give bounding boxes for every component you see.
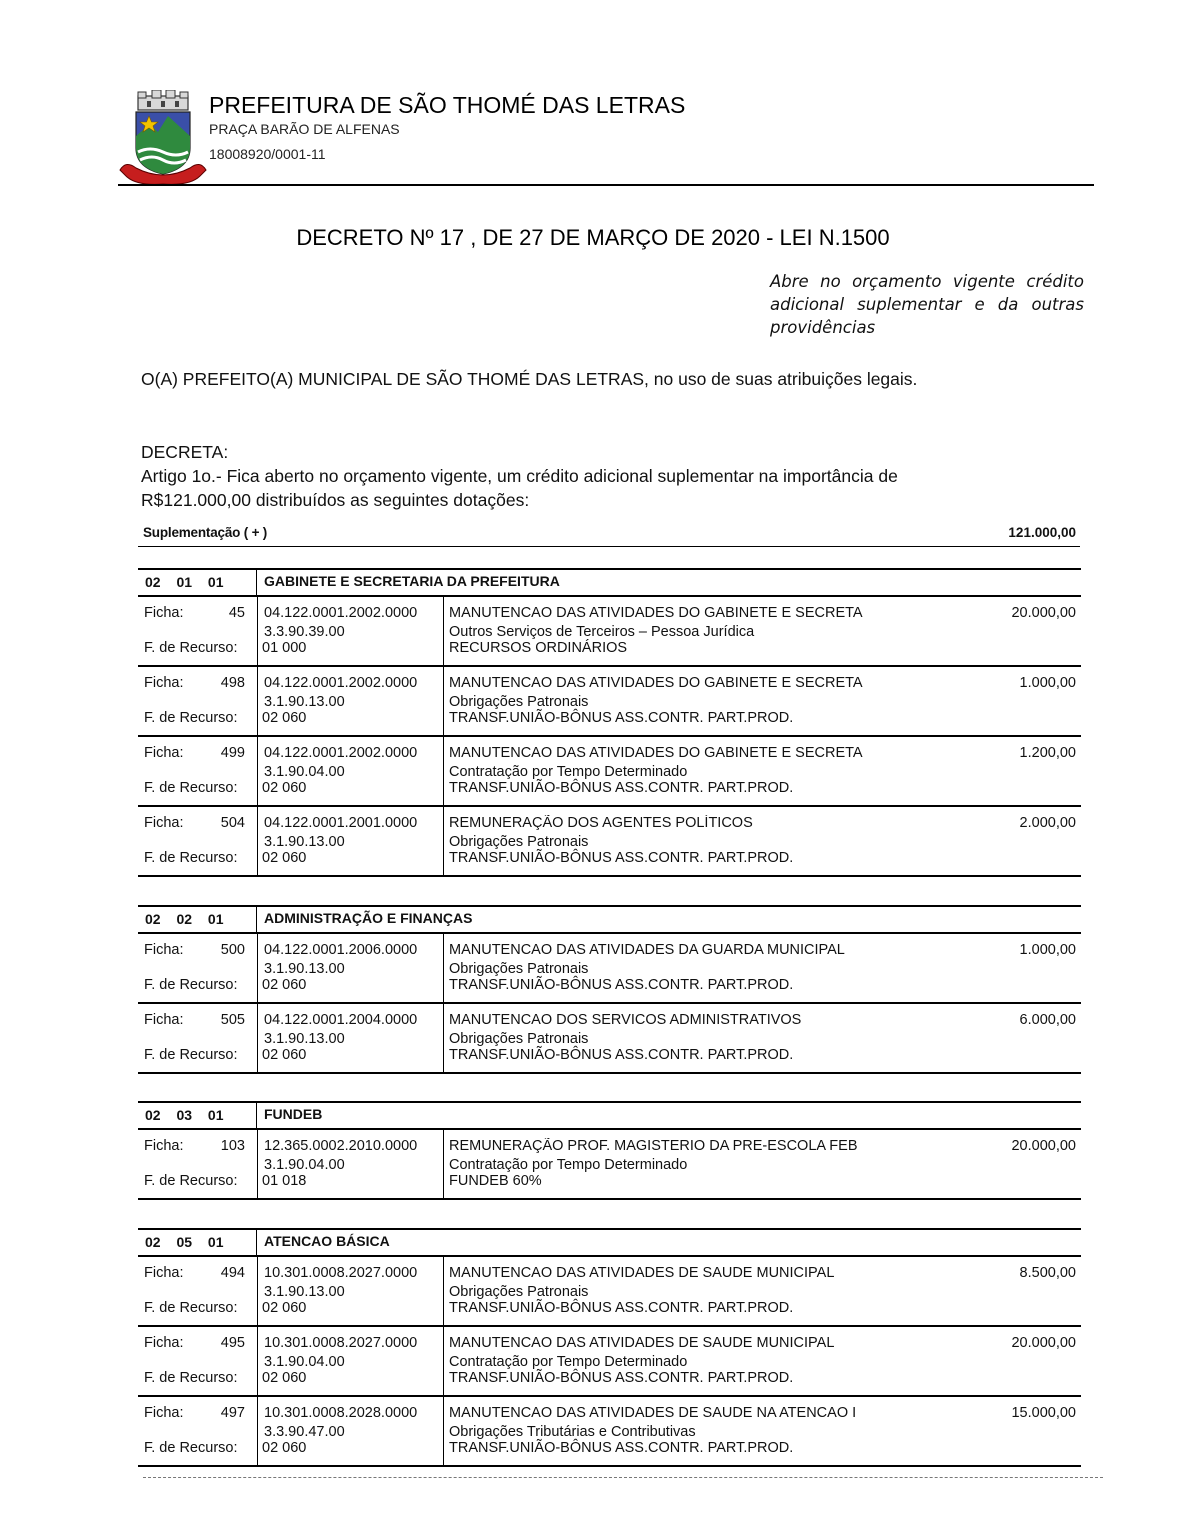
- acao-description: MANUTENCAO DAS ATIVIDADES DA GUARDA MUNICIPAL: [449, 942, 845, 958]
- ficha-number: 505: [220, 1012, 245, 1028]
- dotacao-section: [138, 905, 1081, 1074]
- section-header: [138, 1228, 1081, 1257]
- fonte-code: 02 060: [262, 1440, 307, 1456]
- recurso-description: TRANSF.UNIÃO-BÔNUS ASS.CONTR. PART.PROD.: [449, 780, 794, 796]
- dotacao-entry: [138, 1327, 1081, 1397]
- fonte-label: F. de Recurso:: [144, 1370, 238, 1386]
- column-divider: [443, 1004, 444, 1072]
- column-divider: [257, 807, 258, 875]
- recurso-description: TRANSF.UNIÃO-BÔNUS ASS.CONTR. PART.PROD.: [449, 850, 794, 866]
- ficha-label: Ficha:: [144, 1012, 184, 1028]
- entry-value: 20.000,00: [1011, 1335, 1076, 1351]
- dotacao-entry: [138, 597, 1081, 667]
- dotacao-entry: [138, 1004, 1081, 1074]
- ficha-label: Ficha:: [144, 815, 184, 831]
- column-divider: [443, 597, 444, 665]
- fonte-label: F. de Recurso:: [144, 640, 238, 656]
- fonte-code: 02 060: [262, 1300, 307, 1316]
- acao-description: MANUTENCAO DOS SERVICOS ADMINISTRATIVOS: [449, 1012, 802, 1028]
- entry-value: 6.000,00: [1019, 1012, 1076, 1028]
- dotacao-entry: [138, 1130, 1081, 1200]
- elemento-description: Obrigações Tributárias e Contributivas: [449, 1424, 696, 1440]
- suplementacao-total: 121.000,00: [1008, 525, 1076, 540]
- ficha-number: 494: [220, 1265, 245, 1281]
- column-divider: [257, 1130, 258, 1198]
- section-code: 02 01 01: [145, 574, 224, 590]
- ficha-number: 497: [220, 1405, 245, 1421]
- ficha-number: 500: [220, 942, 245, 958]
- ficha-label: Ficha:: [144, 745, 184, 761]
- column-divider: [256, 1230, 257, 1255]
- programa-code: 04.122.0001.2001.0000: [264, 815, 418, 831]
- organization-name: PREFEITURA DE SÃO THOMÉ DAS LETRAS: [209, 92, 686, 118]
- decree-ementa: Abre no orçamento vigente crédito adicional suplementar e da outras providências: [770, 272, 1084, 337]
- section-name: FUNDEB: [264, 1106, 323, 1122]
- programa-code: 04.122.0001.2002.0000: [264, 605, 418, 621]
- section-header: [138, 905, 1081, 934]
- fonte-label: F. de Recurso:: [144, 1047, 238, 1063]
- elemento-description: Obrigações Patronais: [449, 694, 589, 710]
- column-divider: [443, 737, 444, 805]
- dotacao-entry: [138, 667, 1081, 737]
- section-header: [138, 1101, 1081, 1130]
- column-divider: [256, 570, 257, 595]
- section-header: [138, 568, 1081, 597]
- column-divider: [443, 1130, 444, 1198]
- ficha-number: 103: [220, 1138, 245, 1154]
- fonte-code: 02 060: [262, 850, 307, 866]
- artigo-line-2: R$121.000,00 distribuídos as seguintes dotações:: [141, 490, 530, 510]
- header-divider: [118, 184, 1094, 186]
- elemento-description: Contratação por Tempo Determinado: [449, 1157, 688, 1173]
- column-divider: [256, 907, 257, 932]
- elemento-description: Outros Serviços de Terceiros – Pessoa Jurídica: [449, 624, 755, 640]
- column-divider: [257, 1327, 258, 1395]
- acao-description: MANUTENCAO DAS ATIVIDADES DE SAUDE MUNICIPAL: [449, 1335, 835, 1351]
- ficha-number: 504: [220, 815, 245, 831]
- fonte-label: F. de Recurso:: [144, 1173, 238, 1189]
- natureza-code: 3.1.90.13.00: [264, 834, 345, 850]
- acao-description: MANUTENCAO DAS ATIVIDADES DO GABINETE E SECRETA: [449, 605, 863, 621]
- column-divider: [257, 934, 258, 1002]
- ficha-label: Ficha:: [144, 1138, 184, 1154]
- column-divider: [443, 667, 444, 735]
- organization-address: PRAÇA BARÃO DE ALFENAS: [209, 121, 400, 137]
- fonte-code: 01 000: [262, 640, 307, 656]
- fonte-code: 02 060: [262, 1370, 307, 1386]
- artigo-line-1: Artigo 1o.- Fica aberto no orçamento vigente, um crédito adicional suplementar na importância de: [141, 466, 898, 486]
- recurso-description: TRANSF.UNIÃO-BÔNUS ASS.CONTR. PART.PROD.: [449, 1370, 794, 1386]
- recurso-description: TRANSF.UNIÃO-BÔNUS ASS.CONTR. PART.PROD.: [449, 1300, 794, 1316]
- ficha-label: Ficha:: [144, 605, 184, 621]
- acao-description: REMUNERAÇÃO DOS AGENTES POLÍTICOS: [449, 815, 753, 831]
- dotacao-section: [138, 568, 1081, 877]
- elemento-description: Obrigações Patronais: [449, 1031, 589, 1047]
- recurso-description: TRANSF.UNIÃO-BÔNUS ASS.CONTR. PART.PROD.: [449, 977, 794, 993]
- section-code: 02 03 01: [145, 1107, 224, 1123]
- recurso-description: RECURSOS ORDINÁRIOS: [449, 640, 628, 656]
- programa-code: 04.122.0001.2002.0000: [264, 745, 418, 761]
- entry-value: 8.500,00: [1019, 1265, 1076, 1281]
- fonte-label: F. de Recurso:: [144, 780, 238, 796]
- natureza-code: 3.3.90.39.00: [264, 624, 345, 640]
- fonte-label: F. de Recurso:: [144, 1440, 238, 1456]
- ficha-label: Ficha:: [144, 675, 184, 691]
- dotacao-section: [138, 1228, 1081, 1467]
- section-code: 02 02 01: [145, 911, 224, 927]
- ficha-label: Ficha:: [144, 1405, 184, 1421]
- ficha-label: Ficha:: [144, 942, 184, 958]
- ficha-label: Ficha:: [144, 1265, 184, 1281]
- section-name: ATENCAO BÁSICA: [264, 1233, 390, 1249]
- column-divider: [257, 1257, 258, 1325]
- column-divider: [257, 667, 258, 735]
- fonte-label: F. de Recurso:: [144, 710, 238, 726]
- section-name: ADMINISTRAÇÃO E FINANÇAS: [264, 910, 473, 926]
- recurso-description: TRANSF.UNIÃO-BÔNUS ASS.CONTR. PART.PROD.: [449, 710, 794, 726]
- ficha-number: 498: [220, 675, 245, 691]
- natureza-code: 3.3.90.47.00: [264, 1424, 345, 1440]
- decree-title: DECRETO Nº 17 , DE 27 DE MARÇO DE 2020 - LEI N.1500: [296, 225, 890, 250]
- dotacao-entry: [138, 1257, 1081, 1327]
- acao-description: MANUTENCAO DAS ATIVIDADES DE SAUDE MUNICIPAL: [449, 1265, 835, 1281]
- dotacao-entry: [138, 807, 1081, 877]
- column-divider: [443, 1327, 444, 1395]
- decreta-heading: DECRETA:: [141, 442, 229, 462]
- natureza-code: 3.1.90.13.00: [264, 1031, 345, 1047]
- column-divider: [443, 807, 444, 875]
- column-divider: [443, 1397, 444, 1465]
- section-name: GABINETE E SECRETARIA DA PREFEITURA: [264, 573, 560, 589]
- ficha-number: 45: [228, 605, 245, 621]
- programa-code: 10.301.0008.2027.0000: [264, 1335, 418, 1351]
- elemento-description: Contratação por Tempo Determinado: [449, 1354, 688, 1370]
- fonte-label: F. de Recurso:: [144, 1300, 238, 1316]
- ficha-number: 495: [220, 1335, 245, 1351]
- natureza-code: 3.1.90.13.00: [264, 694, 345, 710]
- ficha-label: Ficha:: [144, 1335, 184, 1351]
- elemento-description: Obrigações Patronais: [449, 834, 589, 850]
- acao-description: MANUTENCAO DAS ATIVIDADES DE SAUDE NA ATENCAO I: [449, 1405, 857, 1421]
- fonte-code: 01 018: [262, 1173, 307, 1189]
- programa-code: 12.365.0002.2010.0000: [264, 1138, 418, 1154]
- entry-value: 15.000,00: [1011, 1405, 1076, 1421]
- natureza-code: 3.1.90.13.00: [264, 1284, 345, 1300]
- suplementacao-rule: [138, 546, 1080, 547]
- natureza-code: 3.1.90.04.00: [264, 1157, 345, 1173]
- fonte-code: 02 060: [262, 780, 307, 796]
- suplementacao-label: Suplementação ( + ): [143, 525, 268, 540]
- natureza-code: 3.1.90.04.00: [264, 764, 345, 780]
- fonte-code: 02 060: [262, 710, 307, 726]
- entry-value: 1.000,00: [1019, 675, 1076, 691]
- section-code: 02 05 01: [145, 1234, 224, 1250]
- fonte-code: 02 060: [262, 1047, 307, 1063]
- page-bottom-dashed-rule: [143, 1477, 1103, 1478]
- dotacao-entry: [138, 934, 1081, 1004]
- dotacao-entry: [138, 1397, 1081, 1467]
- programa-code: 10.301.0008.2028.0000: [264, 1405, 418, 1421]
- column-divider: [256, 1103, 257, 1128]
- column-divider: [257, 737, 258, 805]
- column-divider: [443, 1257, 444, 1325]
- programa-code: 10.301.0008.2027.0000: [264, 1265, 418, 1281]
- fonte-label: F. de Recurso:: [144, 977, 238, 993]
- entry-value: 1.000,00: [1019, 942, 1076, 958]
- programa-code: 04.122.0001.2002.0000: [264, 675, 418, 691]
- fonte-code: 02 060: [262, 977, 307, 993]
- entry-value: 2.000,00: [1019, 815, 1076, 831]
- column-divider: [257, 597, 258, 665]
- elemento-description: Obrigações Patronais: [449, 1284, 589, 1300]
- programa-code: 04.122.0001.2006.0000: [264, 942, 418, 958]
- acao-description: MANUTENCAO DAS ATIVIDADES DO GABINETE E SECRETA: [449, 675, 863, 691]
- column-divider: [443, 934, 444, 1002]
- ficha-number: 499: [220, 745, 245, 761]
- column-divider: [257, 1397, 258, 1465]
- dotacao-entry: [138, 737, 1081, 807]
- preamble-text: O(A) PREFEITO(A) MUNICIPAL DE SÃO THOMÉ DAS LETRAS, no uso de suas atribuições legais.: [141, 369, 918, 389]
- dotacao-section: [138, 1101, 1081, 1200]
- fonte-label: F. de Recurso:: [144, 850, 238, 866]
- column-divider: [257, 1004, 258, 1072]
- entry-value: 20.000,00: [1011, 1138, 1076, 1154]
- natureza-code: 3.1.90.13.00: [264, 961, 345, 977]
- recurso-description: TRANSF.UNIÃO-BÔNUS ASS.CONTR. PART.PROD.: [449, 1047, 794, 1063]
- acao-description: REMUNERAÇÃO PROF. MAGISTERIO DA PRE-ESCOLA FEB: [449, 1138, 858, 1154]
- organization-cnpj: 18008920/0001-11: [209, 146, 326, 162]
- entry-value: 1.200,00: [1019, 745, 1076, 761]
- entry-value: 20.000,00: [1011, 605, 1076, 621]
- elemento-description: Contratação por Tempo Determinado: [449, 764, 688, 780]
- programa-code: 04.122.0001.2004.0000: [264, 1012, 418, 1028]
- elemento-description: Obrigações Patronais: [449, 961, 589, 977]
- recurso-description: FUNDEB 60%: [449, 1173, 542, 1189]
- municipal-crest-logo: [116, 90, 208, 186]
- natureza-code: 3.1.90.04.00: [264, 1354, 345, 1370]
- acao-description: MANUTENCAO DAS ATIVIDADES DO GABINETE E SECRETA: [449, 745, 863, 761]
- recurso-description: TRANSF.UNIÃO-BÔNUS ASS.CONTR. PART.PROD.: [449, 1440, 794, 1456]
